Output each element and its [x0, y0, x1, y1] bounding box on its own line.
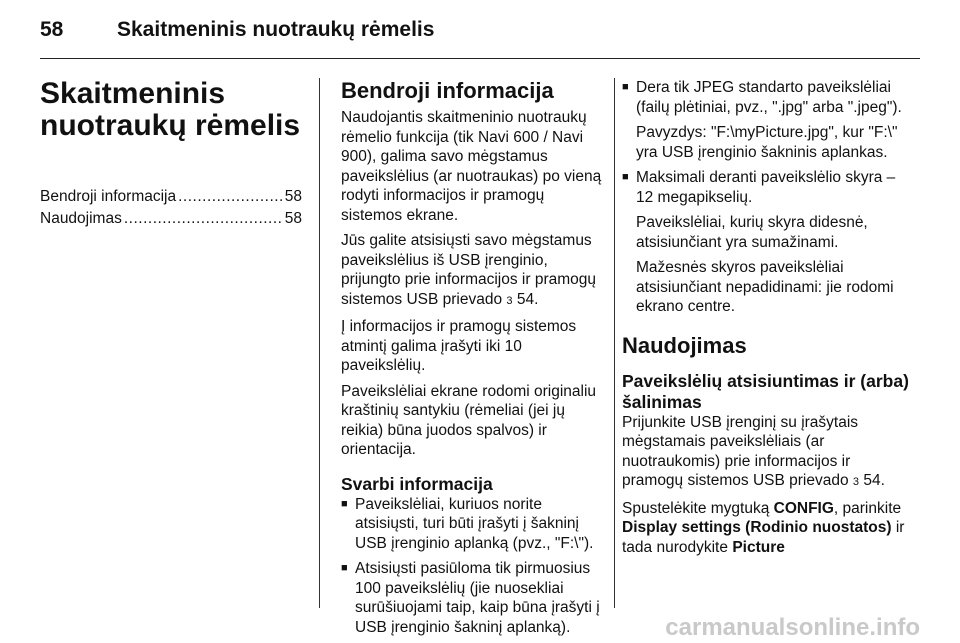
paragraph-text: Jūs galite atsisiųsti savo mėgstamus paveikslėlius iš USB įrenginio, prijungto prie informacijos ir pramogų sistemos USB prievado	[341, 232, 597, 308]
toc-entry[interactable]	[40, 186, 302, 208]
display-settings-label: Display settings (Rodinio nuostatos)	[622, 519, 892, 536]
chapter-title-line-2: nuotraukų rėmelis	[40, 109, 301, 142]
bullet-square-icon: ■	[622, 171, 629, 183]
toc-entry-label: Bendroji informacija	[40, 188, 177, 205]
page-reference[interactable]: 54.	[516, 290, 539, 308]
subsection-heading: Svarbi informacija	[341, 473, 493, 494]
paragraph-text: , parinkite	[833, 499, 902, 517]
bullet-square-icon: ■	[622, 81, 629, 93]
page-reference-icon: 3	[506, 294, 513, 307]
header-divider	[40, 58, 920, 59]
subsection-heading: Paveikslėlių atsisiuntimas ir (arba) šalinimas	[622, 370, 909, 412]
paragraph	[622, 499, 912, 558]
bullet-text: Maksimali deranti paveikslėlio skyra – 12 megapikselių.	[636, 169, 896, 206]
paragraph-text: ir tada nurodykite	[622, 519, 905, 556]
bullet-extra: Paveikslėliai, kurių skyra didesnė, atsisiunčiant yra sumažinami.	[636, 214, 868, 251]
bullet-square-icon: ■	[341, 562, 348, 574]
bullet-text: Paveikslėliai, kuriuos norite atsisiųsti, turi būti įrašyti į šakninį USB įrenginio aplanką (pvz., "F:\").	[355, 495, 594, 552]
chapter-column	[40, 78, 302, 230]
column-divider-1	[319, 78, 320, 608]
toc-leader-dots	[178, 186, 283, 208]
usage-column	[622, 78, 912, 563]
section-heading: Naudojimas	[622, 332, 747, 358]
toc-entry-label: Naudojimas	[40, 210, 122, 227]
page-number: 58	[40, 18, 64, 41]
bullet-item	[622, 78, 912, 117]
toc-leader-dots	[124, 208, 283, 230]
bullet-extra: Pavyzdys: "F:\myPicture.jpg", kur "F:\" yra USB įrenginio šakninis aplankas.	[636, 124, 898, 161]
toc-entry[interactable]	[40, 208, 302, 230]
chapter-title-line-1: Skaitmeninis	[40, 77, 226, 110]
config-button-label: CONFIG	[773, 499, 834, 517]
paragraph-text: Prijunkite USB įrenginį su įrašytais mėgstamais paveikslėliais (ar nuotraukomis) prie informacijos ir pramogų sistemos USB prievado	[622, 413, 859, 489]
paragraph: Naudojantis skaitmeninio nuotraukų rėmelio funkcija (tik Navi 600 / Navi 900), galima savo mėgstamus paveikslėlius (ar nuotraukas) po vieną rodyti informacijos ir pramogų sistemos ekrane.	[341, 109, 602, 224]
page-header	[40, 18, 434, 42]
paragraph: Paveikslėliai ekrane rodomi originaliu kraštinių santykiu (rėmeliai (jei jų reikia) būna juodos spalvos) ir orientacija.	[341, 382, 597, 458]
toc-entry-page: 58	[284, 188, 302, 205]
section-heading: Bendroji informacija	[341, 78, 554, 103]
column-divider-2	[614, 78, 615, 608]
chapter-title	[40, 78, 302, 142]
paragraph-text: Spustelėkite mygtuką	[622, 499, 770, 517]
watermark: carmanualsonline.info	[665, 614, 920, 641]
general-info-column	[341, 78, 603, 643]
paragraph	[341, 231, 603, 311]
bullet-item	[622, 168, 912, 207]
page-reference-icon: 3	[852, 476, 860, 488]
picture-label: Picture	[732, 538, 785, 556]
bullet-item	[341, 559, 603, 637]
bullet-text: Dera tik JPEG standarto paveikslėliai (failų plėtiniai, pvz., ".jpg" arba ".jpeg").	[636, 79, 902, 116]
toc-entry-page: 58	[284, 210, 302, 227]
bullet-square-icon: ■	[341, 497, 348, 510]
bullet-extra: Mažesnės skyros paveikslėliai atsisiunčiant nepadidinami: jie rodomi ekrano centre.	[636, 259, 894, 315]
page-reference[interactable]: 54.	[863, 472, 885, 489]
bullet-item	[341, 495, 603, 554]
paragraph	[622, 413, 912, 493]
header-title: Skaitmeninis nuotraukų rėmelis	[117, 18, 435, 41]
bullet-text: Atsisiųsti pasiūloma tik pirmuosius 100 paveikslėlių (jie nuosekliai surūšiuojami taip, kaip būna įrašyti į USB įrenginio šakninį aplanką).	[355, 560, 600, 636]
paragraph: Į informacijos ir pramogų sistemos atmintį galima įrašyti iki 10 paveikslėlių.	[341, 318, 577, 374]
